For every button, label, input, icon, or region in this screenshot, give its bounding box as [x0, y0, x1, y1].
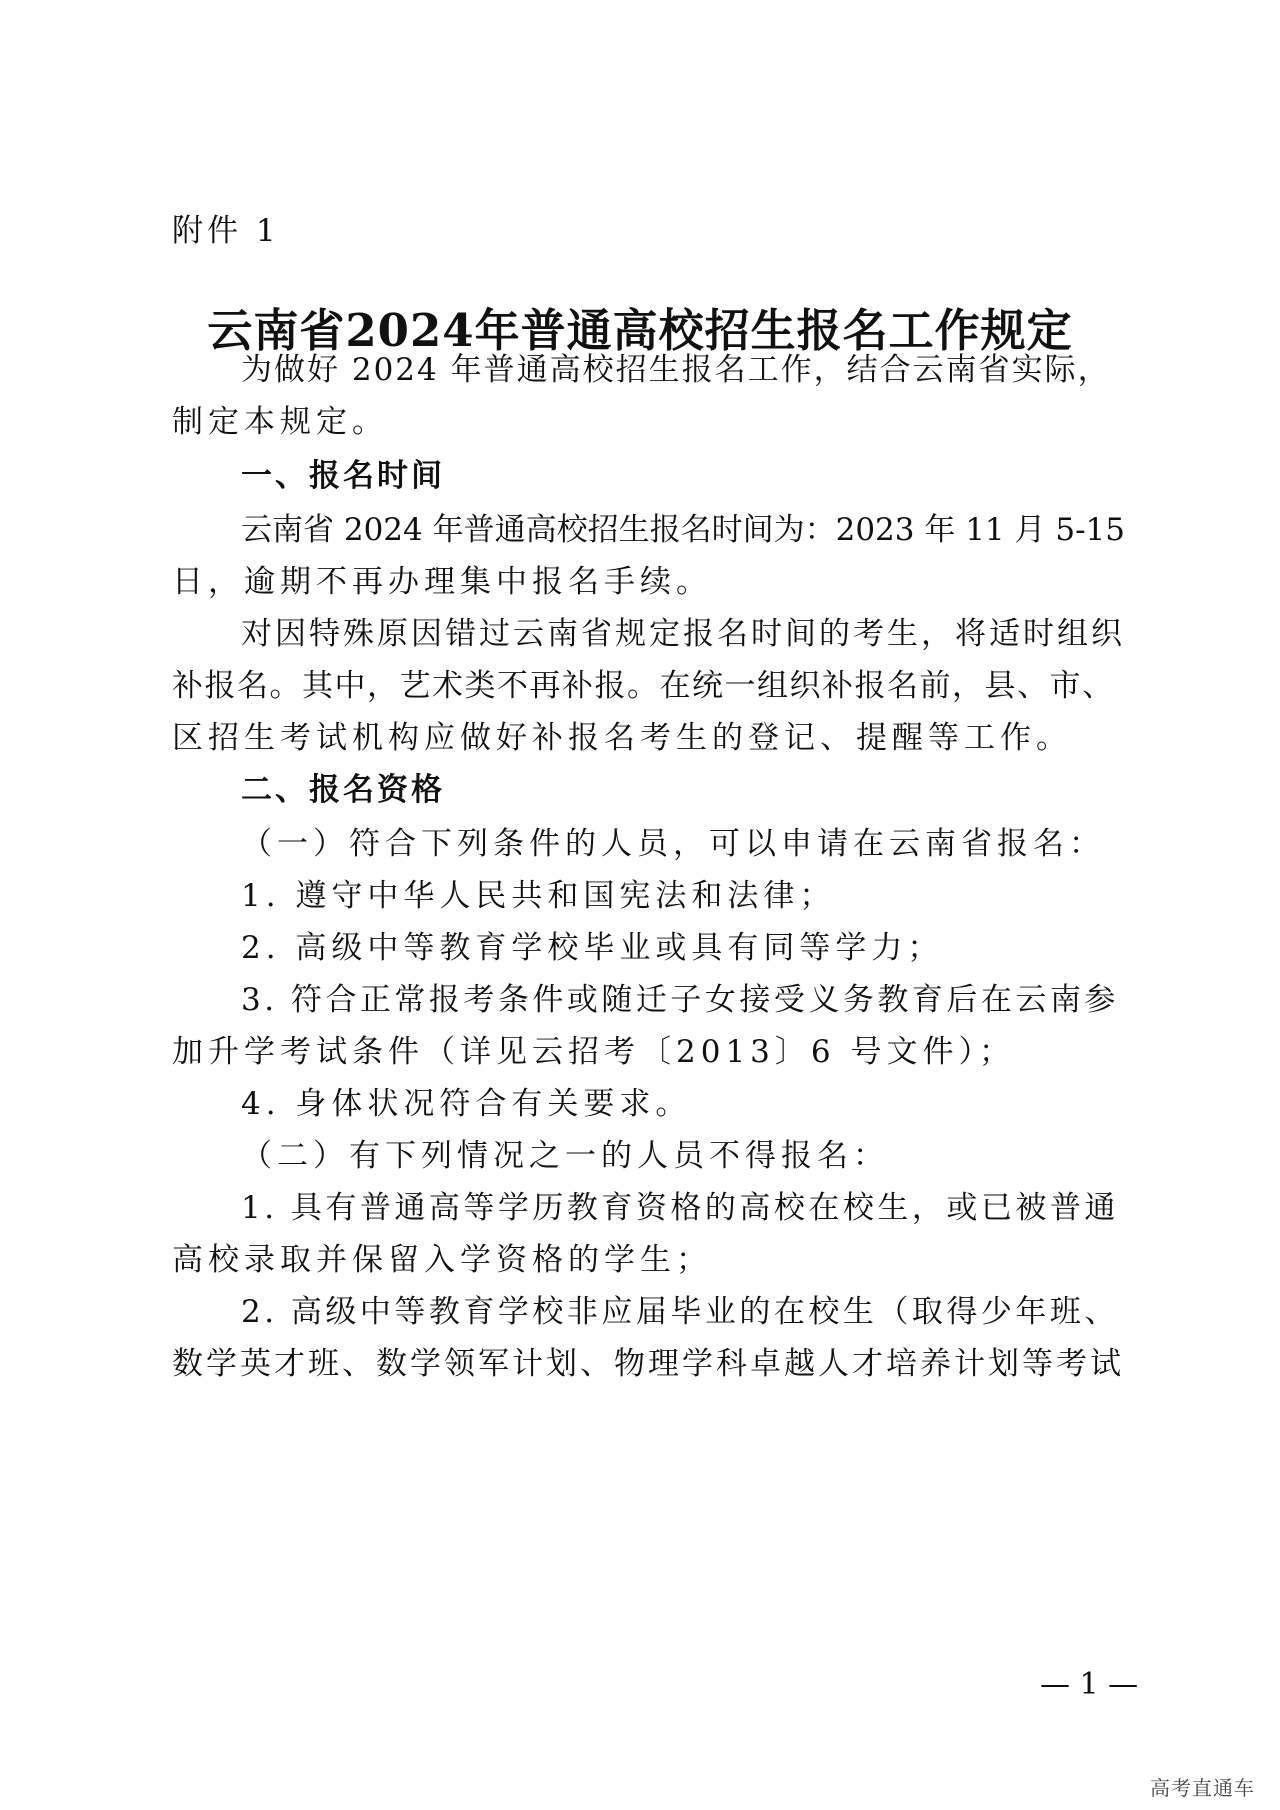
list-item: 1. 具有普通高等学历教育资格的高校在校生，或已被普通: [241, 1190, 1119, 1226]
list-item: 2. 高级中等教育学校毕业或具有同等学力；: [241, 930, 944, 966]
paragraph-line: 为做好 2024 年普通高校招生报名工作，结合云南省实际，: [241, 352, 1111, 388]
list-item: 2. 高级中等教育学校非应届毕业的在校生（取得少年班、: [241, 1294, 1119, 1330]
watermark-text: 高考直通车: [1150, 1776, 1255, 1800]
section-heading: 一、报名时间: [241, 458, 445, 494]
attachment-label: 附件 1: [172, 213, 280, 249]
list-item: 3. 符合正常报考条件或随迁子女接受义务教育后在云南参: [241, 982, 1119, 1018]
paragraph-line: 数学英才班、数学领军计划、物理学科卓越人才培养计划等考试: [172, 1346, 1124, 1382]
paragraph-line: （二）有下列情况之一的人员不得报名：: [241, 1138, 889, 1174]
paragraph-line: 高校录取并保留入学资格的学生；: [172, 1242, 712, 1278]
paragraph-line: 制定本规定。: [172, 404, 388, 440]
paragraph-line: 对因特殊原因错过云南省规定报名时间的考生，将适时组织: [241, 616, 1125, 652]
section-heading: 二、报名资格: [241, 772, 445, 808]
document-title: 云南省2024年普通高校招生报名工作规定: [207, 304, 1073, 357]
page-number: — 1 —: [1040, 1667, 1139, 1702]
paragraph-line: 加升学考试条件（详见云招考〔2013〕6 号文件）；: [172, 1034, 1015, 1070]
paragraph-line: 日，逾期不再办理集中报名手续。: [172, 564, 712, 600]
paragraph-line: 云南省 2024 年普通高校招生报名时间为：2023 年 11 月 5-15: [241, 512, 1125, 548]
paragraph-line: （一）符合下列条件的人员，可以申请在云南省报名：: [241, 826, 1105, 862]
paragraph-line: 区招生考试机构应做好补报名考生的登记、提醒等工作。: [172, 720, 1072, 756]
list-item: 4. 身体状况符合有关要求。: [241, 1086, 692, 1122]
paragraph-line: 补报名。其中，艺术类不再补报。在统一组织补报名前，县、市、: [172, 668, 1115, 704]
list-item: 1. 遵守中华人民共和国宪法和法律；: [241, 878, 836, 914]
